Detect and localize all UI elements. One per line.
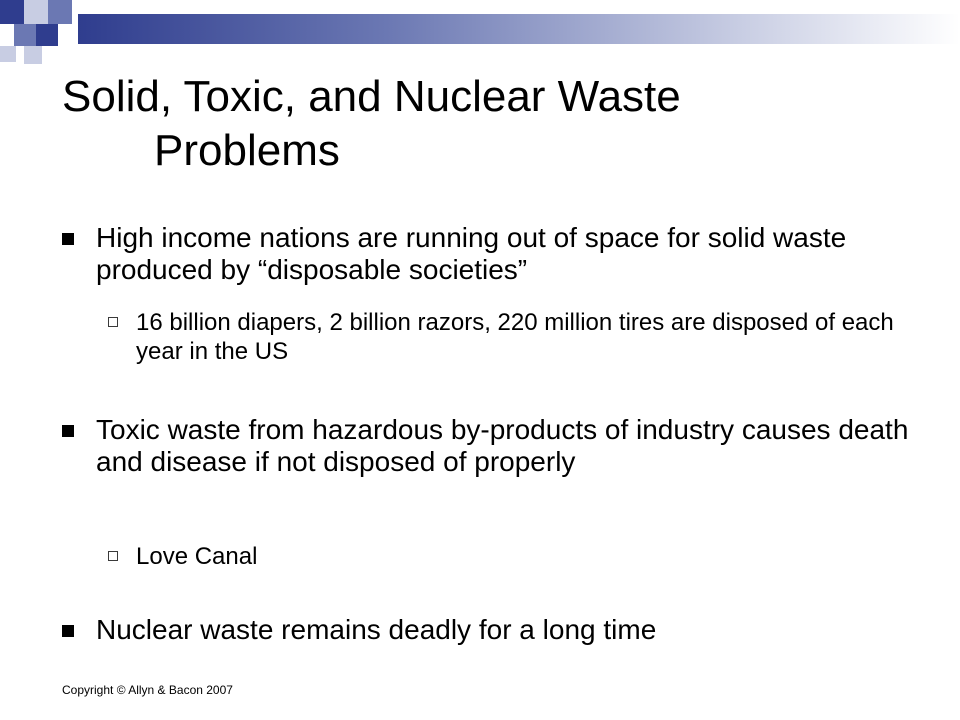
- sub-bullet-item: [106, 542, 906, 571]
- square-bullet-icon: [62, 625, 74, 637]
- sub-bullet-item: [106, 308, 906, 366]
- slide-title: [62, 70, 922, 178]
- decor-square-6: [0, 46, 16, 62]
- copyright-footer: Copyright © Allyn & Bacon 2007: [62, 683, 233, 697]
- title-line-2: Problems: [154, 126, 340, 175]
- decor-square-7: [24, 46, 42, 64]
- decor-square-3: [48, 0, 72, 24]
- bullet-text: Nuclear waste remains deadly for a long time: [96, 614, 657, 645]
- square-bullet-icon: [62, 233, 74, 245]
- bullet-item: [62, 614, 912, 646]
- hollow-square-bullet-icon: [108, 317, 118, 327]
- square-bullet-icon: [62, 425, 74, 437]
- bullet-item: [62, 222, 912, 286]
- sub-bullet-text: Love Canal: [136, 543, 258, 570]
- decor-square-2: [24, 0, 48, 24]
- title-line-1: Solid, Toxic, and Nuclear Waste: [62, 72, 681, 121]
- header-gradient-bar: [78, 14, 960, 44]
- bullet-text: High income nations are running out of space for solid waste produced by “disposable societies”: [96, 222, 847, 285]
- bullet-item: [62, 414, 912, 478]
- bullet-text: Toxic waste from hazardous by-products of industry causes death and disease if not disposed of properly: [96, 414, 909, 477]
- decor-square-5: [36, 24, 58, 46]
- sub-bullet-text: 16 billion diapers, 2 billion razors, 220 million tires are disposed of each year in the US: [136, 309, 894, 365]
- decor-square-4: [14, 24, 36, 46]
- decor-square-1: [0, 0, 24, 24]
- hollow-square-bullet-icon: [108, 551, 118, 561]
